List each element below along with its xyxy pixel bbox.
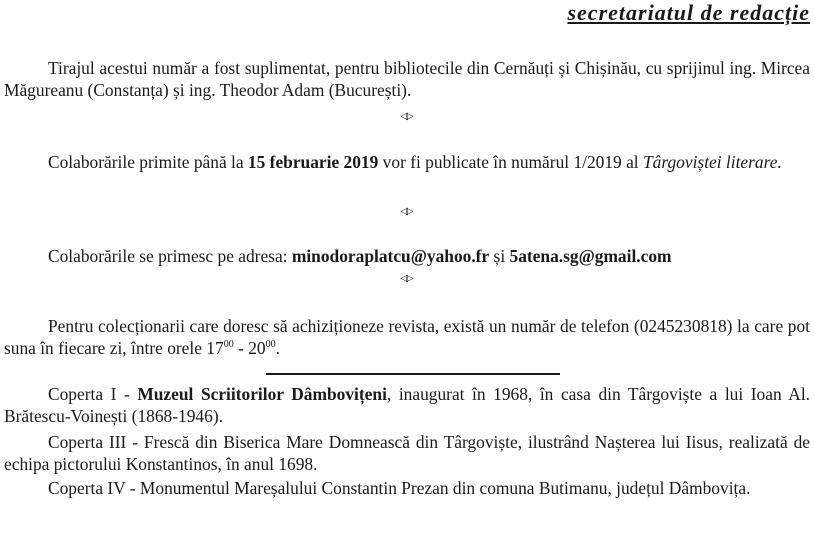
- section-title: secretariatul de redacție: [567, 0, 810, 25]
- section-separator: ◁▷: [400, 111, 412, 122]
- section-separator: ◁▷: [400, 206, 412, 217]
- email-link-2[interactable]: 5atena.sg@gmail.com: [509, 246, 672, 266]
- cover-1-caption: Coperta I - Muzeul Scriitorilor Dâmbovițeni, inaugurat în 1968, în casa din Târgoviște a lui Ioan Al. Brătescu-Voinești (1868-1946).: [4, 384, 810, 426]
- horizontal-rule: [266, 373, 560, 375]
- cover-4-caption: Coperta IV - Monumentul Mareșalului Constantin Prezan din comuna Butimanu, județul Dâmbovița.: [48, 478, 751, 498]
- museum-name: Muzeul Scriitorilor Dâmbovițeni: [137, 384, 387, 404]
- submission-address-note: Colaborările se primesc pe adresa: minodoraplatcu@yahoo.fr și 5atena.sg@gmail.com: [48, 246, 672, 266]
- phone-note: Pentru colecționarii care doresc să achiziționeze revista, există un număr de telefon (0245230818) la care pot suna în fiecare zi, între orele $17^{00} - 20^{00}$.: [4, 316, 810, 358]
- submission-deadline-note: Colaborările primite până la 15 februarie 2019 vor fi publicate în numărul 1/2019 al Târgoviștei literare.: [48, 152, 782, 172]
- print-run-note: Tirajul acestui număr a fost suplimentat, pentru bibliotecile din Cernăuți și Chișinău, cu sprijinul ing. Mircea Măgureanu (Constanța) și ing. Theodor Adam (București).: [4, 58, 810, 100]
- email-link-1[interactable]: minodoraplatcu@yahoo.fr: [291, 246, 490, 266]
- cover-3-caption: Coperta III - Frescă din Biserica Mare Domnească din Târgoviște, ilustrând Nașterea lui Iisus, realizată de echipa pictorului Konstantinos, în anul 1698.: [4, 432, 810, 474]
- section-separator: ◁▷: [400, 273, 412, 284]
- journal-name: Târgoviștei literare.: [643, 152, 782, 172]
- deadline-date: 15 februarie 2019: [247, 152, 379, 172]
